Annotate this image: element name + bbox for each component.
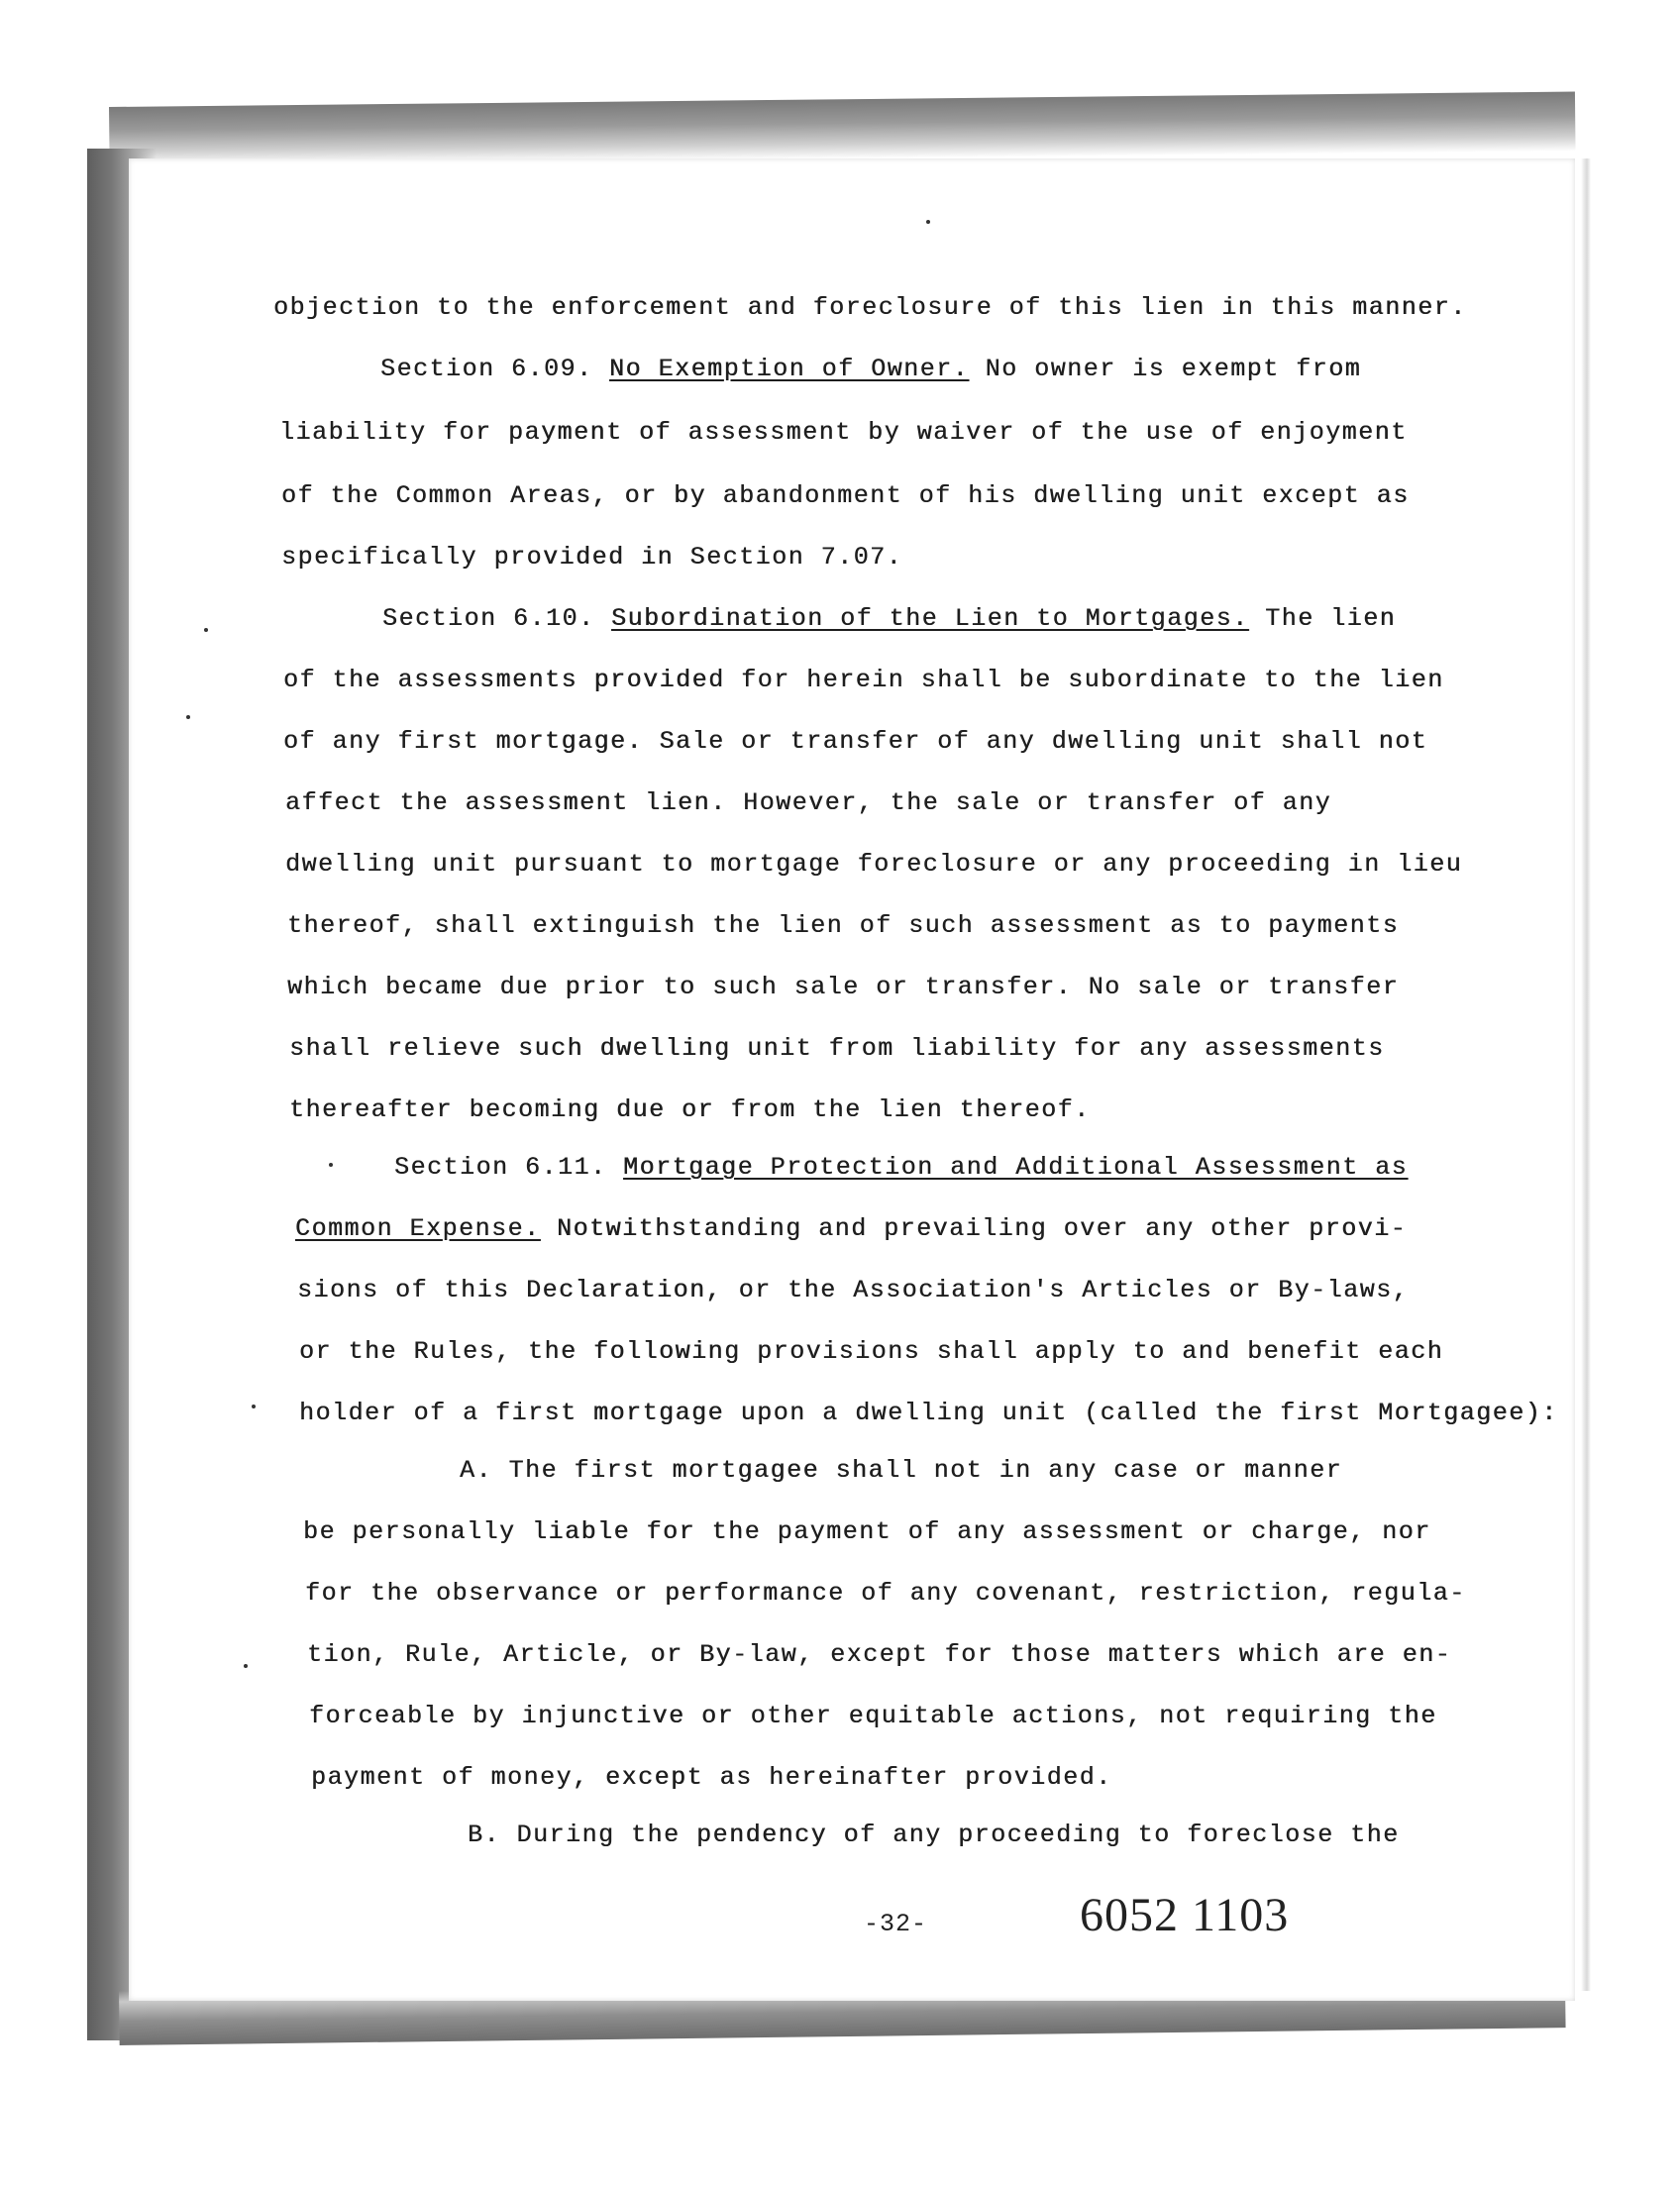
body-line: for the observance or performance of any covenant, restriction, regula- [305, 1579, 1466, 1608]
scan-speck [252, 1405, 256, 1408]
scan-speck [926, 220, 930, 224]
body-line: tion, Rule, Article, or By-law, except for those matters which are en- [307, 1640, 1452, 1669]
section-6-11-heading-line [394, 1153, 1408, 1182]
book-page-stamp: 6052 1103 [1080, 1889, 1290, 1941]
body-line: objection to the enforcement and foreclosure of this lien in this manner. [273, 293, 1467, 322]
section-number: Section 6.09. [380, 355, 610, 383]
body-line: holder of a first mortgage upon a dwelling unit (called the first Mortgagee): [299, 1399, 1558, 1427]
body-line: of any first mortgage. Sale or transfer of any dwelling unit shall not [283, 727, 1428, 756]
section-title: Subordination of the Lien to Mortgages. [611, 604, 1249, 633]
body-line: forceable by injunctive or other equitable actions, not requiring the [309, 1702, 1437, 1730]
body-line: thereafter becoming due or from the lien thereof. [289, 1095, 1091, 1124]
body-line: which became due prior to such sale or transfer. No sale or transfer [287, 973, 1400, 1001]
body-line: sions of this Declaration, or the Association's Articles or By-laws, [297, 1276, 1410, 1304]
section-number: Section 6.11. [394, 1153, 624, 1182]
section-6-10-heading-line [382, 604, 1396, 633]
body-line: of the Common Areas, or by abandonment of his dwelling unit except as [281, 481, 1410, 510]
section-number: Section 6.10. [382, 604, 612, 633]
scan-speck [204, 628, 208, 632]
section-title-continued: Common Expense. [295, 1214, 541, 1243]
section-text: The lien [1248, 604, 1397, 633]
body-line: liability for payment of assessment by waiver of the use of enjoyment [279, 418, 1408, 447]
section-title: No Exemption of Owner. [609, 355, 970, 383]
scan-speck [329, 1163, 333, 1167]
body-line: or the Rules, the following provisions shall apply to and benefit each [299, 1337, 1444, 1366]
body-line: thereof, shall extinguish the lien of such assessment as to payments [287, 911, 1400, 940]
scan-speck [244, 1664, 248, 1668]
body-line: dwelling unit pursuant to mortgage foreclosure or any proceeding in lieu [285, 850, 1463, 879]
section-text: No owner is exempt from [969, 355, 1362, 383]
body-line: of the assessments provided for herein shall be subordinate to the lien [283, 666, 1444, 694]
paragraph-b-line: B. During the pendency of any proceeding to foreclose the [468, 1821, 1400, 1849]
section-6-11-heading-continued [295, 1214, 1407, 1243]
section-title: Mortgage Protection and Additional Assessment as [623, 1153, 1409, 1182]
body-line: be personally liable for the payment of any assessment or charge, nor [303, 1517, 1431, 1546]
section-6-09-heading-line [380, 355, 1361, 383]
scan-border-top [109, 92, 1576, 166]
page-number: -32- [864, 1910, 928, 1938]
body-line: payment of money, except as hereinafter provided. [311, 1763, 1112, 1792]
body-line: specifically provided in Section 7.07. [281, 543, 903, 572]
body-line: shall relieve such dwelling unit from liability for any assessments [289, 1034, 1385, 1063]
section-text: Notwithstanding and prevailing over any other provi- [540, 1214, 1408, 1243]
scan-speck [186, 715, 190, 719]
paragraph-a-line: A. The first mortgagee shall not in any case or manner [460, 1456, 1343, 1485]
scan-border-right [1581, 158, 1591, 1991]
body-line: affect the assessment lien. However, the sale or transfer of any [285, 788, 1332, 817]
